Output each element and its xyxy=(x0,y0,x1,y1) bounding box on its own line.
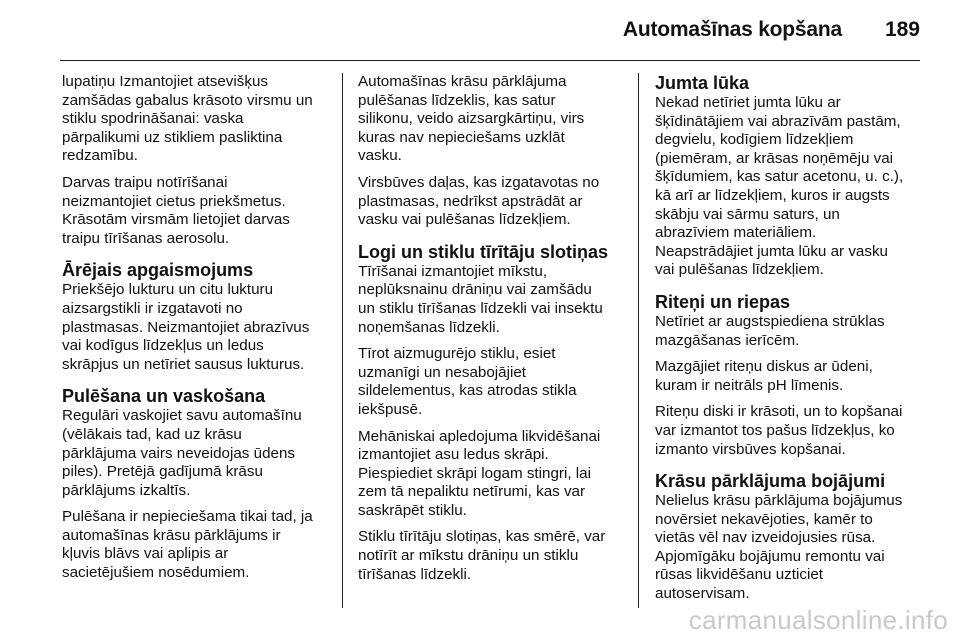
text-line: šķīdumiem, kas satur acetonu, u. c.), xyxy=(655,168,904,186)
paragraph xyxy=(358,345,630,419)
section-heading: Ārējais apgaismojums xyxy=(62,260,254,281)
text-line: iekšpusē. xyxy=(358,400,423,418)
text-line: Mazgājiet riteņu diskus ar ūdeni, xyxy=(655,358,873,376)
text-line: notīrīt ar mīkstu drāniņu un stiklu xyxy=(358,547,579,565)
text-line: Virsbūves daļas, kas izgatavotas no xyxy=(358,173,600,191)
paragraph xyxy=(655,403,930,459)
text-line: vai pulēšanas līdzekļiem. xyxy=(655,261,824,279)
text-line: neplūksnainu drāniņu vai zamšādu xyxy=(358,281,592,299)
paragraph xyxy=(655,94,930,280)
section-heading: Krāsu pārklājuma bojājumi xyxy=(655,471,886,492)
watermark-text: carmanualsonline.info xyxy=(688,605,948,635)
paragraph xyxy=(62,174,334,248)
text-line: Nelielus krāsu pārklājuma bojājumus xyxy=(655,492,903,510)
text-line: redzamību. xyxy=(62,147,138,165)
text-line: autoservisam. xyxy=(655,585,750,603)
text-line: Netīriet ar augstspiediena strūklas xyxy=(655,312,885,330)
text-line: Mehāniskai apledojuma likvidēšanai xyxy=(358,427,601,445)
column-divider xyxy=(638,73,639,608)
section-heading: Pulēšana un vaskošana xyxy=(62,386,266,407)
text-line: kuras nav nepieciešams uzklāt xyxy=(358,128,565,146)
text-line: tīrīšanas līdzekli. xyxy=(358,565,472,583)
text-line: Darvas traipu notīrīšanai xyxy=(62,173,228,191)
text-line: Nekad netīriet jumta lūku ar xyxy=(655,94,841,111)
text-line: rūsas likvidēšanu uzticiet xyxy=(655,566,823,584)
text-line: Stiklu tīrītāju slotiņas, kas smērē, var xyxy=(358,528,606,546)
text-line: vasku. xyxy=(358,147,402,165)
paragraph xyxy=(62,281,334,374)
header-divider xyxy=(60,60,920,61)
column-1 xyxy=(62,73,334,591)
text-line: šķīdinātājiem vai abrazīvām pastām, xyxy=(655,112,901,130)
text-line: Tīrot aizmugurējo stiklu, esiet xyxy=(358,345,556,363)
text-line: Krāsotām virsmām lietojiet darvas xyxy=(62,211,290,229)
text-line: silikonu, veido aizsargkārtiņu, virs xyxy=(358,110,585,128)
text-line: zem tā nepaliktu netīrumi, kas var xyxy=(358,483,586,501)
text-line: (piemēram, ar krāsas noņēmēju vai xyxy=(655,149,894,167)
page-title: Automašīnas kopšana xyxy=(622,18,842,41)
text-line: vai kodīgus līdzekļus un ledus xyxy=(62,337,264,355)
paragraph xyxy=(655,358,930,395)
text-line: pulēšanas līdzeklis, kas satur xyxy=(358,91,556,109)
page-number: 189 xyxy=(884,18,920,41)
text-line: aizsargstikli ir izgatavoti no xyxy=(62,299,243,317)
text-line: skābju vai sārmu saturs, un xyxy=(655,205,840,223)
text-line: saskrāpēt stiklu. xyxy=(358,501,467,519)
column-2 xyxy=(358,73,630,592)
text-line: kļuvis blāvs vai aplipis ar xyxy=(62,545,229,563)
paragraph xyxy=(358,263,630,337)
text-line: automašīnas krāsu pārklājums ir xyxy=(62,526,281,544)
text-line: plastmasas. Neizmantojiet abrazīvus xyxy=(62,318,310,336)
text-line: traipu tīrīšanas aerosolu. xyxy=(62,229,230,247)
text-line: Apjomīgāku bojājumu remontu vai xyxy=(655,547,885,565)
text-line: un stiklu tīrīšanas līdzekli vai insektu xyxy=(358,299,603,317)
paragraph xyxy=(62,73,334,166)
text-line: kā arī ar līdzekļiem, kuros ir augsts xyxy=(655,186,890,204)
text-line: Tīrīšanai izmantojiet mīkstu, xyxy=(358,262,548,280)
text-line: plastmasas, nedrīkst apstrādāt ar xyxy=(358,192,583,210)
text-line: lupatiņu Izmantojiet atsevišķus xyxy=(62,73,268,90)
text-line: novērsiet nekavējoties, kamēr to xyxy=(655,510,873,528)
text-line: pārklājuma vairs neveidojas ūdens xyxy=(62,444,296,462)
paragraph xyxy=(358,428,630,521)
text-line: pārpalikumi uz stikliem pasliktina xyxy=(62,128,283,146)
paragraph xyxy=(655,313,930,350)
text-line: Neapstrādājiet jumta lūku ar vasku xyxy=(655,242,888,260)
column-divider xyxy=(342,73,343,608)
text-line: (vēlākais tad, kad uz krāsu xyxy=(62,425,242,443)
paragraph xyxy=(655,492,930,604)
paragraph xyxy=(62,407,334,500)
text-line: abrazīviem materiāliem. xyxy=(655,224,817,242)
text-line: Riteņu diski ir krāsoti, un to kopšanai xyxy=(655,403,903,421)
paragraph xyxy=(358,528,630,584)
text-line: sildelementus, kas atrodas stikla xyxy=(358,382,577,400)
paragraph xyxy=(62,508,334,582)
text-line: Priekšējo lukturu un citu lukturu xyxy=(62,281,274,299)
text-line: uzmanīgi un nesabojājiet xyxy=(358,363,527,381)
paragraph xyxy=(358,174,630,230)
text-line: Regulāri vaskojiet savu automašīnu xyxy=(62,407,302,425)
text-line: Pulēšana ir nepieciešama tikai tad, ja xyxy=(62,508,313,526)
text-line: vasku vai pulēšanas līdzekļiem. xyxy=(358,211,571,229)
text-line: Piespiediet skrāpi logam stingri, lai xyxy=(358,464,591,482)
text-line: kuram ir neitrāls pH līmenis. xyxy=(655,376,844,394)
text-line: pārklājums izkaltīs. xyxy=(62,481,191,499)
section-heading: Riteņi un riepas xyxy=(655,291,791,312)
text-line: Automašīnas krāsu pārklājuma xyxy=(358,73,567,90)
text-line: neizmantojiet cietus priekšmetus. xyxy=(62,192,286,210)
text-line: zamšādas gabalus krāsoto virsmu un xyxy=(62,91,313,109)
text-line: vietās vēl nav izveidojusies rūsa. xyxy=(655,529,876,547)
page-header xyxy=(0,0,960,60)
text-line: degvielu, kodīgiem līdzekļiem xyxy=(655,131,854,149)
text-line: var izmantot tos pašus līdzekļus, ko xyxy=(655,421,895,439)
text-line: skrāpjus un netīriet sausus lukturus. xyxy=(62,355,305,373)
text-line: mazgāšanas ierīcēm. xyxy=(655,331,800,349)
paragraph xyxy=(358,73,630,166)
text-line: izmanto virsbūves kopšanai. xyxy=(655,440,846,458)
text-line: piles). Pretējā gadījumā krāsu xyxy=(62,463,263,481)
section-heading: Jumta lūka xyxy=(655,73,750,93)
section-heading: Logi un stiklu tīrītāju slotiņas xyxy=(358,241,609,262)
text-line: noņemšanas līdzekli. xyxy=(358,318,500,336)
column-3 xyxy=(655,73,930,612)
text-line: stiklu spodrināšanai: vaska xyxy=(62,110,244,128)
text-line: sacietējušiem nosēdumiem. xyxy=(62,564,250,582)
text-line: izmantojiet asu ledus skrāpi. xyxy=(358,446,549,464)
